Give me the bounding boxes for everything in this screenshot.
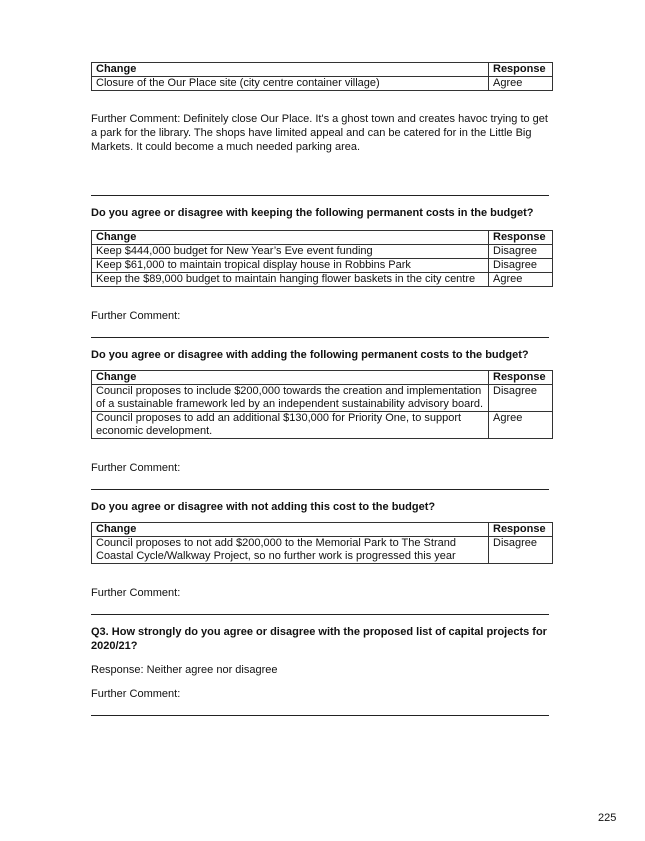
further-comment: Further Comment: Definitely close Our Place. It's a ghost town and creates havoc trying to get a park for the library. The shops have limited appeal and can be catered for in the Little Big Markets. It could become a much needed parking area. bbox=[91, 113, 548, 153]
response-cell: Agree bbox=[489, 412, 553, 439]
response-text: Response: Neither agree nor disagree bbox=[91, 664, 278, 676]
page-number: 225 bbox=[598, 812, 617, 824]
divider bbox=[91, 614, 549, 615]
response-cell: Agree bbox=[489, 273, 553, 287]
column-header-response: Response bbox=[489, 523, 553, 537]
change-cell: Closure of the Our Place site (city centre container village) bbox=[92, 77, 489, 91]
table-row bbox=[92, 412, 553, 439]
changes-table-3 bbox=[91, 370, 553, 439]
changes-table-4 bbox=[91, 522, 553, 564]
divider bbox=[91, 715, 549, 716]
further-comment: Further Comment: bbox=[91, 688, 181, 700]
column-header-change: Change bbox=[92, 523, 489, 537]
change-cell: Keep the $89,000 budget to maintain hanging flower baskets in the city centre bbox=[92, 273, 489, 287]
table-row bbox=[92, 537, 553, 564]
change-cell: Keep $61,000 to maintain tropical display house in Robbins Park bbox=[92, 259, 489, 273]
change-cell: Keep $444,000 budget for New Year’s Eve event funding bbox=[92, 245, 489, 259]
further-comment: Further Comment: bbox=[91, 587, 181, 599]
further-comment: Further Comment: bbox=[91, 462, 181, 474]
table-row bbox=[92, 77, 553, 91]
question-title: Do you agree or disagree with not adding this cost to the budget? bbox=[91, 501, 436, 513]
column-header-change: Change bbox=[92, 371, 489, 385]
divider bbox=[91, 195, 549, 196]
changes-table-2 bbox=[91, 230, 553, 287]
question-title: Do you agree or disagree with keeping the following permanent costs in the budget? bbox=[91, 207, 534, 219]
column-header-response: Response bbox=[489, 231, 553, 245]
table-row bbox=[92, 385, 553, 412]
question-title: Do you agree or disagree with adding the following permanent costs to the budget? bbox=[91, 349, 529, 361]
table-row bbox=[92, 273, 553, 287]
change-cell: Council proposes to include $200,000 towards the creation and implementation of a sustainable framework led by an independent sustainability advisory board. bbox=[92, 385, 489, 412]
divider bbox=[91, 489, 549, 490]
table-row bbox=[92, 259, 553, 273]
response-cell: Disagree bbox=[489, 385, 553, 412]
response-cell: Disagree bbox=[489, 245, 553, 259]
further-comment: Further Comment: bbox=[91, 310, 181, 322]
column-header-response: Response bbox=[489, 63, 553, 77]
divider bbox=[91, 337, 549, 338]
column-header-change: Change bbox=[92, 231, 489, 245]
table-row bbox=[92, 245, 553, 259]
change-cell: Council proposes to add an additional $130,000 for Priority One, to support economic development. bbox=[92, 412, 489, 439]
column-header-change: Change bbox=[92, 63, 489, 77]
changes-table-1 bbox=[91, 62, 553, 91]
response-cell: Disagree bbox=[489, 259, 553, 273]
question-title: Q3. How strongly do you agree or disagree with the proposed list of capital projects for 2020/21? bbox=[91, 626, 547, 652]
document-page bbox=[91, 62, 551, 716]
response-cell: Agree bbox=[489, 77, 553, 91]
column-header-response: Response bbox=[489, 371, 553, 385]
change-cell: Council proposes to not add $200,000 to the Memorial Park to The Strand Coastal Cycle/Walkway Project, so no further work is progressed this year bbox=[92, 537, 489, 564]
response-cell: Disagree bbox=[489, 537, 553, 564]
